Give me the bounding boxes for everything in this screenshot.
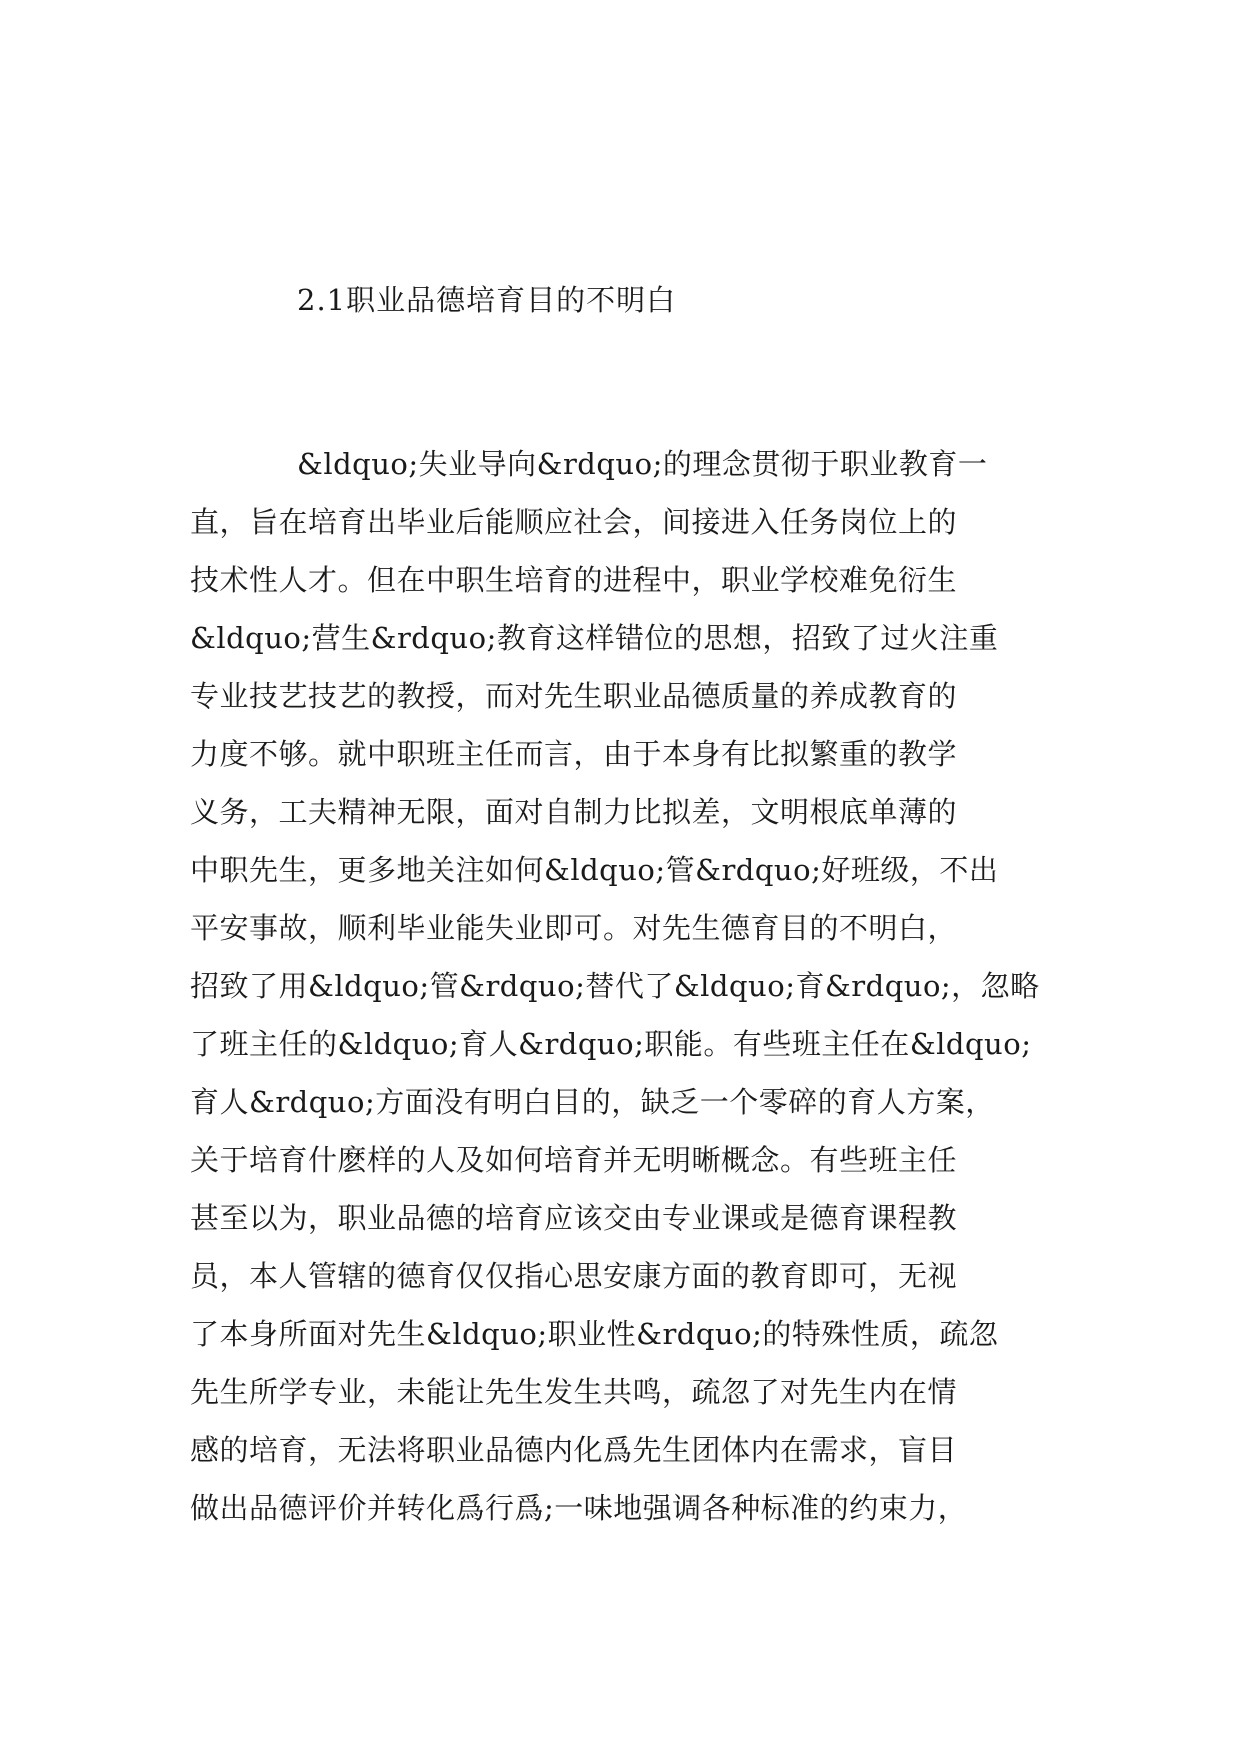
paragraph-line: 招致了用&ldquo;管&rdquo;替代了&ldquo;育&rdquo;，忽略 xyxy=(190,969,1040,1003)
paragraph-line: 做出品德评价并转化爲行爲;一味地强调各种标准的约束力， xyxy=(190,1491,968,1525)
paragraph-line: 先生所学专业，未能让先生发生共鸣，疏忽了对先生内在情 xyxy=(190,1375,958,1409)
paragraph-line: 了班主任的&ldquo;育人&rdquo;职能。有些班主任在&ldquo; xyxy=(190,1027,1032,1061)
paragraph-line: 育人&rdquo;方面没有明白目的，缺乏一个零碎的育人方案， xyxy=(190,1085,995,1119)
paragraph-line: 中职先生，更多地关注如何&ldquo;管&rdquo;好班级，不出 xyxy=(190,853,999,887)
paragraph-line: 专业技艺技艺的教授，而对先生职业品德质量的养成教育的 xyxy=(190,679,958,713)
paragraph-line: 员，本人管辖的德育仅仅指心思安康方面的教育即可，无视 xyxy=(190,1259,958,1293)
paragraph-line: 甚至以为，职业品德的培育应该交由专业课或是德育课程教 xyxy=(190,1201,958,1235)
section-heading: 2.1职业品德培育目的不明白 xyxy=(297,283,677,317)
paragraph-line: 感的培育，无法将职业品德内化爲先生团体内在需求，盲目 xyxy=(190,1433,958,1467)
paragraph-line: &ldquo;营生&rdquo;教育这样错位的思想，招致了过火注重 xyxy=(190,621,999,655)
paragraph-line: 技术性人才。但在中职生培育的进程中，职业学校难免衍生 xyxy=(190,563,958,597)
paragraph-line: 义务，工夫精神无限，面对自制力比拟差，文明根底单薄的 xyxy=(190,795,958,829)
paragraph-line: 力度不够。就中职班主任而言，由于本身有比拟繁重的教学 xyxy=(190,737,958,771)
paragraph-line: 关于培育什麽样的人及如何培育并无明晰概念。有些班主任 xyxy=(190,1143,958,1177)
paragraph-line: 直，旨在培育出毕业后能顺应社会，间接进入任务岗位上的 xyxy=(190,505,958,539)
paragraph-line: 平安事故，顺利毕业能失业即可。对先生德育目的不明白， xyxy=(190,911,958,945)
paragraph-line: 了本身所面对先生&ldquo;职业性&rdquo;的特殊性质，疏忽 xyxy=(190,1317,999,1351)
paragraph-line: &ldquo;失业导向&rdquo;的理念贯彻于职业教育一 xyxy=(297,447,988,481)
